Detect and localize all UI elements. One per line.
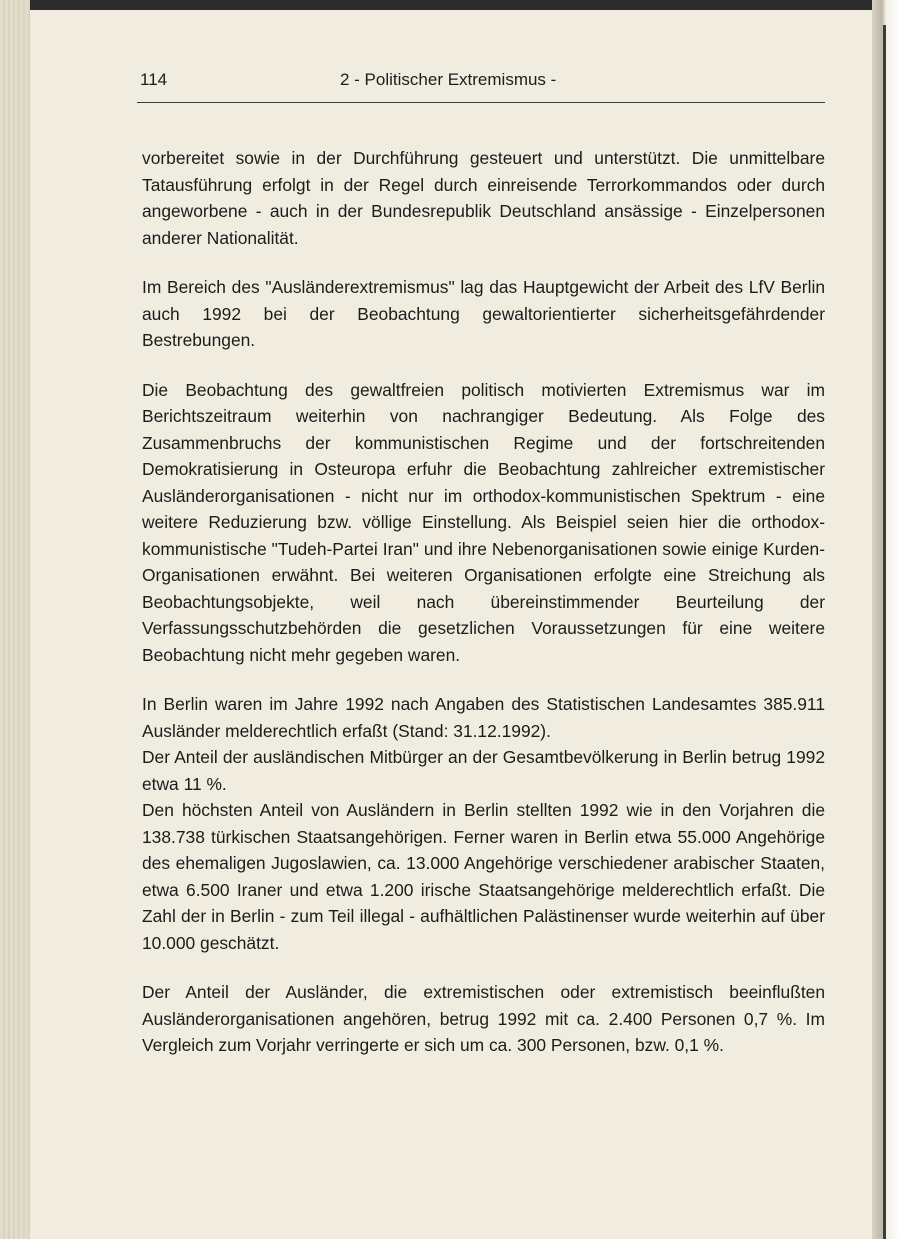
page-header [140,70,830,94]
paragraph: Der Anteil der ausländischen Mitbürger an der Gesamtbevölkerung in Berlin betrug 1992 etwa 11 %. [142,747,825,794]
body-text [142,145,825,1082]
page-stack-edge [0,0,30,1239]
paragraph: Die Beobachtung des gewaltfreien politisch motivierten Extremismus war im Berichtszeitraum weiterhin von nachrangiger Bedeutung. Als Folge des Zusammenbruchs der kommunistischen Regime und der fortschreitenden Demokratisierung in Osteuropa erfuhr die Beobachtung zahlreicher extremistischer Ausländerorganisationen - nicht nur im orthodox-kommunistischen Spektrum - eine weitere Reduzierung bzw. völlige Einstellung. Als Beispiel seien hier die orthodox-kommunistische "Tudeh-Partei Iran" und ihre Nebenorganisationen sowie einige Kurden-Organisationen erwähnt. Bei weiteren Organisationen erfolgte eine Streichung als Beobachtungsobjekte, weil nach übereinstimmender Beurteilung der Verfassungsschutzbehörden die gesetzlichen Voraussetzungen für eine weitere Beobachtung nicht mehr gegeben waren. [142,379,825,665]
paragraph: Den höchsten Anteil von Ausländern in Berlin stellten 1992 wie in den Vorjahren die 138.738 türkischen Staatsangehörigen. Ferner waren in Berlin etwa 55.000 Angehörige des ehemaligen Jugoslawien, ca. 13.000 Angehörige verschiedener arabischer Staaten, etwa 6.500 Iraner und etwa 1.200 irische Staatsangehörige melderechtlich erfaßt. Die Zahl der in Berlin - zum Teil illegal - aufhältlichen Palästinenser wurde weiterhin auf über 10.000 geschätzt. [142,800,825,953]
header-rule [137,102,825,103]
paragraph: vorbereitet sowie in der Durchführung gesteuert und unterstützt. Die unmittelbare Tatausführung erfolgt in der Regel durch einreisende Terrorkommandos oder durch angeworbene - auch in der Bundesrepublik Deutschland ansässige - Einzelpersonen anderer Nationalität. [142,148,825,248]
paragraph: Der Anteil der Ausländer, die extremistischen oder extremistisch beeinflußten Ausländerorganisationen angehören, betrug 1992 mit ca. 2.400 Personen 0,7 %. Im Vergleich zum Vorjahr verringerte er sich um ca. 300 Personen, bzw. 0,1 %. [142,982,825,1055]
top-book-edge [30,0,890,10]
spine-shadow-line [883,25,886,1239]
page-number: 114 [140,70,168,89]
paragraph: In Berlin waren im Jahre 1992 nach Angaben des Statistischen Landesamtes 385.911 Ausländer melderechtlich erfaßt (Stand: 31.12.1992). [142,694,825,741]
chapter-title: 2 - Politischer Extremismus - [340,70,557,89]
paragraph: Im Bereich des "Ausländerextremismus" lag das Hauptgewicht der Arbeit des LfV Berlin auch 1992 bei der Beobachtung gewaltorientierter sicherheitsgefährdender Bestrebungen. [142,277,825,350]
book-spine [872,0,900,1239]
